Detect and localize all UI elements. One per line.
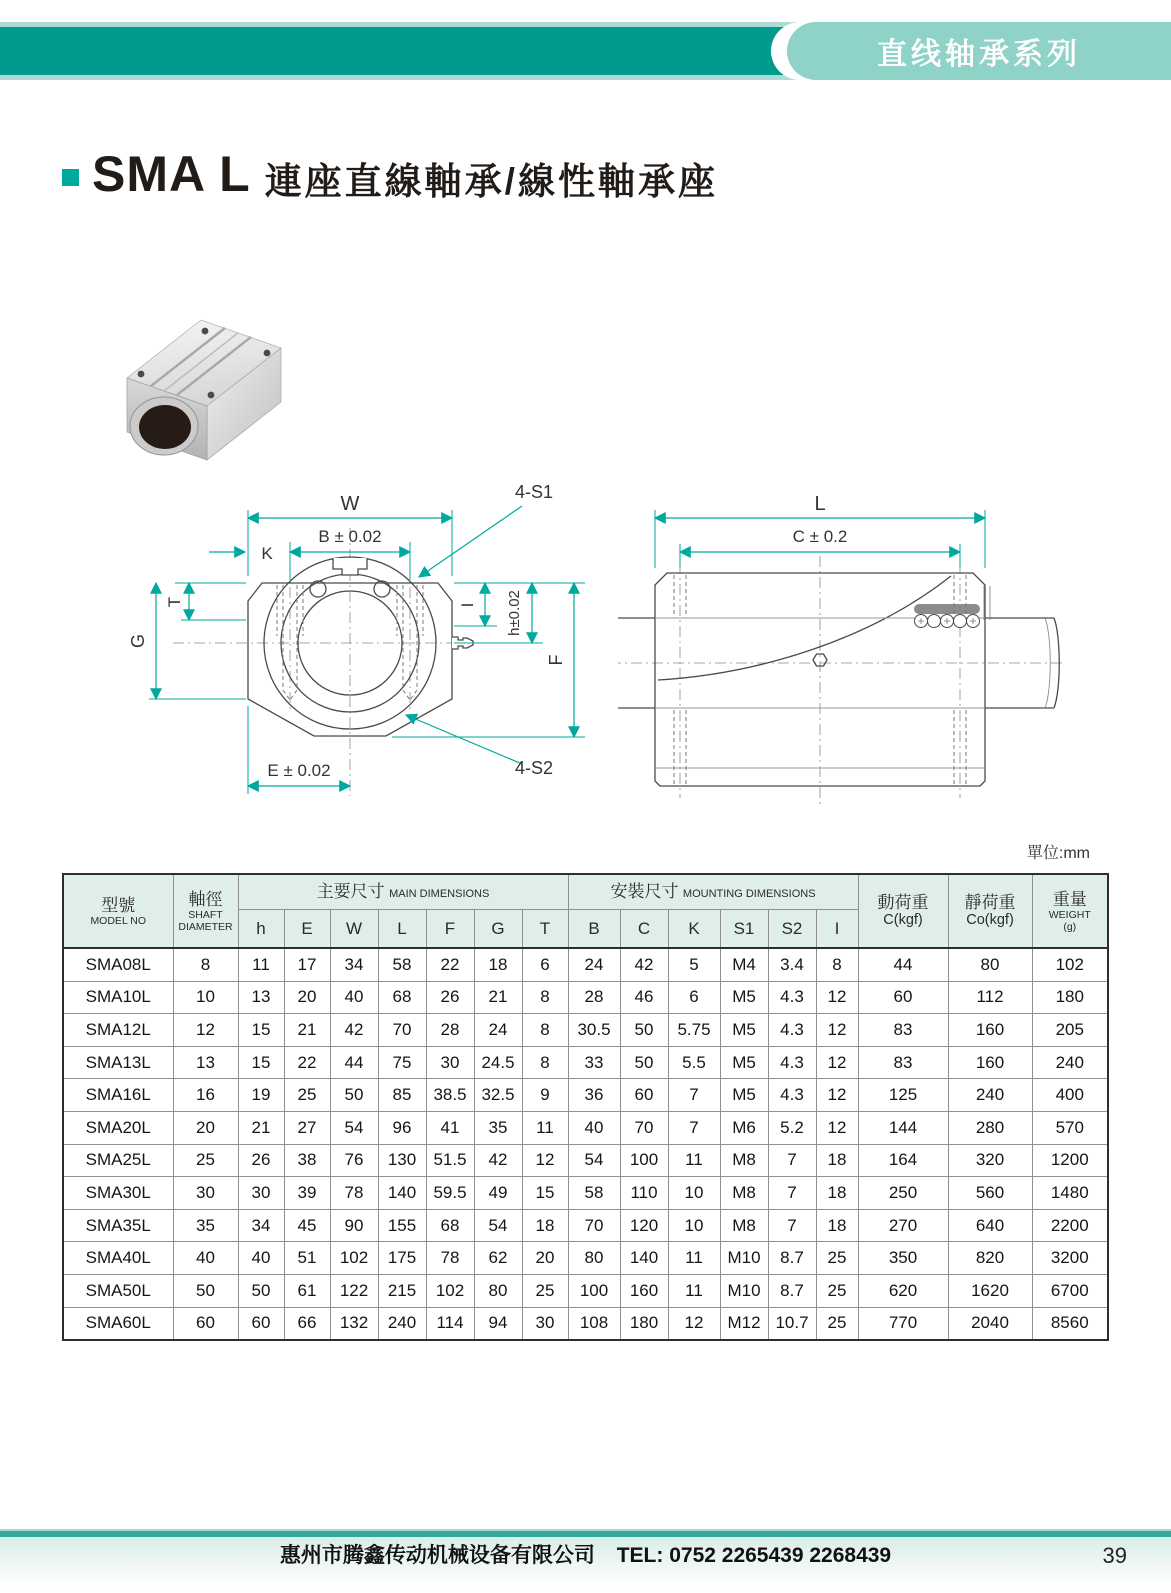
value-cell: 13	[238, 981, 284, 1014]
value-cell: 35	[173, 1209, 238, 1242]
value-cell: 2200	[1032, 1209, 1108, 1242]
value-cell: 44	[858, 948, 948, 981]
value-cell: 28	[426, 1014, 474, 1047]
value-cell: 60	[858, 981, 948, 1014]
value-cell: 640	[948, 1209, 1032, 1242]
value-cell: 140	[620, 1242, 668, 1275]
dim-label-4s2: 4-S2	[514, 758, 554, 778]
value-cell: 320	[948, 1144, 1032, 1177]
value-cell: 38.5	[426, 1079, 474, 1112]
value-cell: 24.5	[474, 1046, 522, 1079]
dim-label-c: C ± 0.2	[792, 527, 848, 546]
spec-table-body	[63, 948, 1108, 1340]
dim-col-header: B	[568, 910, 620, 949]
value-cell: 20	[284, 981, 330, 1014]
value-cell: 54	[568, 1144, 620, 1177]
value-cell: 22	[284, 1046, 330, 1079]
value-cell: 25	[284, 1079, 330, 1112]
value-cell: 1200	[1032, 1144, 1108, 1177]
value-cell: 66	[284, 1307, 330, 1340]
value-cell: 54	[474, 1209, 522, 1242]
value-cell: 60	[620, 1079, 668, 1112]
value-cell: 58	[378, 948, 426, 981]
value-cell: 44	[330, 1046, 378, 1079]
table-row	[63, 1144, 1108, 1177]
value-cell: 32.5	[474, 1079, 522, 1112]
value-cell: 80	[474, 1274, 522, 1307]
value-cell: 76	[330, 1144, 378, 1177]
value-cell: 70	[378, 1014, 426, 1047]
value-cell: 8	[522, 1046, 568, 1079]
series-tab	[787, 22, 1171, 80]
value-cell: 620	[858, 1274, 948, 1307]
value-cell: 102	[1032, 948, 1108, 981]
value-cell: 33	[568, 1046, 620, 1079]
value-cell: 68	[378, 981, 426, 1014]
col-header-shaft: 軸徑 SHAFT DIAMETER	[173, 874, 238, 948]
value-cell: 8560	[1032, 1307, 1108, 1340]
model-cell: SMA08L	[63, 948, 173, 981]
value-cell: 5.2	[768, 1111, 816, 1144]
value-cell: 5.75	[668, 1014, 720, 1047]
value-cell: 102	[330, 1242, 378, 1275]
value-cell: M5	[720, 1079, 768, 1112]
value-cell: 155	[378, 1209, 426, 1242]
footer-telephone: TEL: 0752 2265439 2268439	[616, 1544, 892, 1567]
value-cell: M5	[720, 1046, 768, 1079]
table-row	[63, 1177, 1108, 1210]
dim-col-header: W	[330, 910, 378, 949]
value-cell: 60	[173, 1307, 238, 1340]
value-cell: 21	[238, 1111, 284, 1144]
value-cell: 60	[238, 1307, 284, 1340]
value-cell: M10	[720, 1274, 768, 1307]
value-cell: 85	[378, 1079, 426, 1112]
value-cell: 22	[426, 948, 474, 981]
value-cell: 122	[330, 1274, 378, 1307]
value-cell: 8	[173, 948, 238, 981]
value-cell: 7	[768, 1144, 816, 1177]
value-cell: 25	[816, 1274, 858, 1307]
footer-company: 惠州市腾鑫传动机械设备有限公司	[279, 1544, 595, 1567]
value-cell: 90	[330, 1209, 378, 1242]
dim-label-4s1: 4-S1	[514, 482, 554, 502]
value-cell: 400	[1032, 1079, 1108, 1112]
value-cell: 240	[1032, 1046, 1108, 1079]
value-cell: 132	[330, 1307, 378, 1340]
value-cell: 21	[284, 1014, 330, 1047]
spec-table	[62, 873, 1109, 1341]
product-photo	[113, 290, 293, 462]
value-cell: 30.5	[568, 1014, 620, 1047]
table-row	[63, 1046, 1108, 1079]
value-cell: M8	[720, 1144, 768, 1177]
value-cell: 46	[620, 981, 668, 1014]
value-cell: 51	[284, 1242, 330, 1275]
model-cell: SMA60L	[63, 1307, 173, 1340]
value-cell: 144	[858, 1111, 948, 1144]
value-cell: 6	[522, 948, 568, 981]
dim-label-b: B ± 0.02	[318, 527, 382, 546]
value-cell: 160	[948, 1014, 1032, 1047]
value-cell: 8.7	[768, 1274, 816, 1307]
value-cell: 1480	[1032, 1177, 1108, 1210]
value-cell: 70	[620, 1111, 668, 1144]
value-cell: 19	[238, 1079, 284, 1112]
value-cell: M8	[720, 1209, 768, 1242]
table-row	[63, 1274, 1108, 1307]
value-cell: 10.7	[768, 1307, 816, 1340]
dim-label-k: K	[261, 544, 273, 563]
page-number: 39	[1102, 1543, 1127, 1568]
dim-col-header: L	[378, 910, 426, 949]
value-cell: 10	[668, 1177, 720, 1210]
value-cell: 100	[568, 1274, 620, 1307]
table-row	[63, 948, 1108, 981]
col-header-model: 型號 MODEL NO	[63, 874, 173, 948]
dim-col-header: F	[426, 910, 474, 949]
value-cell: 40	[330, 981, 378, 1014]
value-cell: 50	[238, 1274, 284, 1307]
value-cell: 50	[330, 1079, 378, 1112]
value-cell: 42	[620, 948, 668, 981]
value-cell: 820	[948, 1242, 1032, 1275]
table-row	[63, 1209, 1108, 1242]
value-cell: 61	[284, 1274, 330, 1307]
front-view-drawing	[85, 468, 615, 813]
value-cell: 62	[474, 1242, 522, 1275]
value-cell: 7	[768, 1177, 816, 1210]
value-cell: 215	[378, 1274, 426, 1307]
col-header-dynamic-load: 動荷重 C(kgf)	[858, 874, 948, 948]
value-cell: 12	[668, 1307, 720, 1340]
value-cell: 8.7	[768, 1242, 816, 1275]
value-cell: 12	[816, 1079, 858, 1112]
value-cell: M5	[720, 981, 768, 1014]
side-view-drawing	[618, 468, 1098, 813]
value-cell: 12	[816, 981, 858, 1014]
value-cell: M10	[720, 1242, 768, 1275]
value-cell: 40	[173, 1242, 238, 1275]
value-cell: 27	[284, 1111, 330, 1144]
value-cell: 3200	[1032, 1242, 1108, 1275]
dim-label-t: T	[165, 596, 184, 608]
value-cell: 280	[948, 1111, 1032, 1144]
value-cell: 4.3	[768, 1079, 816, 1112]
value-cell: 350	[858, 1242, 948, 1275]
value-cell: 21	[474, 981, 522, 1014]
value-cell: 30	[238, 1177, 284, 1210]
value-cell: M12	[720, 1307, 768, 1340]
footer-company-line	[0, 1539, 1171, 1569]
table-row	[63, 1079, 1108, 1112]
value-cell: 15	[238, 1046, 284, 1079]
dim-col-header: C	[620, 910, 668, 949]
dim-label-l: L	[814, 493, 826, 515]
value-cell: 25	[816, 1307, 858, 1340]
value-cell: 7	[668, 1111, 720, 1144]
value-cell: 11	[668, 1274, 720, 1307]
value-cell: 102	[426, 1274, 474, 1307]
value-cell: 78	[330, 1177, 378, 1210]
value-cell: 54	[330, 1111, 378, 1144]
value-cell: 110	[620, 1177, 668, 1210]
value-cell: 26	[238, 1144, 284, 1177]
dim-col-header: E	[284, 910, 330, 949]
col-header-static-load: 靜荷重 Co(kgf)	[948, 874, 1032, 948]
model-cell: SMA25L	[63, 1144, 173, 1177]
value-cell: 17	[284, 948, 330, 981]
value-cell: 5	[668, 948, 720, 981]
value-cell: 78	[426, 1242, 474, 1275]
model-cell: SMA30L	[63, 1177, 173, 1210]
value-cell: 20	[173, 1111, 238, 1144]
value-cell: 18	[474, 948, 522, 981]
dim-label-g: G	[128, 633, 148, 649]
value-cell: 94	[474, 1307, 522, 1340]
group-header-main-dimensions: 主要尺寸 MAIN DIMENSIONS	[238, 874, 568, 910]
value-cell: 58	[568, 1177, 620, 1210]
value-cell: 42	[474, 1144, 522, 1177]
value-cell: 45	[284, 1209, 330, 1242]
value-cell: 18	[816, 1144, 858, 1177]
value-cell: 5.5	[668, 1046, 720, 1079]
value-cell: 560	[948, 1177, 1032, 1210]
value-cell: 12	[816, 1014, 858, 1047]
value-cell: 26	[426, 981, 474, 1014]
value-cell: 108	[568, 1307, 620, 1340]
value-cell: 36	[568, 1079, 620, 1112]
title-model: SMA L	[92, 146, 251, 202]
value-cell: 83	[858, 1014, 948, 1047]
dim-label-f: F	[546, 654, 566, 666]
value-cell: 30	[173, 1177, 238, 1210]
model-cell: SMA13L	[63, 1046, 173, 1079]
value-cell: 18	[816, 1177, 858, 1210]
value-cell: M4	[720, 948, 768, 981]
table-row	[63, 1242, 1108, 1275]
value-cell: 140	[378, 1177, 426, 1210]
value-cell: 41	[426, 1111, 474, 1144]
value-cell: 51.5	[426, 1144, 474, 1177]
value-cell: 18	[816, 1209, 858, 1242]
value-cell: 34	[330, 948, 378, 981]
table-header	[63, 874, 1108, 948]
value-cell: 16	[173, 1079, 238, 1112]
value-cell: 250	[858, 1177, 948, 1210]
value-cell: M5	[720, 1014, 768, 1047]
table-row	[63, 981, 1108, 1014]
value-cell: 24	[474, 1014, 522, 1047]
value-cell: 114	[426, 1307, 474, 1340]
value-cell: 770	[858, 1307, 948, 1340]
value-cell: 3.4	[768, 948, 816, 981]
value-cell: 80	[568, 1242, 620, 1275]
value-cell: 15	[238, 1014, 284, 1047]
value-cell: 50	[620, 1046, 668, 1079]
value-cell: 30	[522, 1307, 568, 1340]
value-cell: 100	[620, 1144, 668, 1177]
unit-note: 單位:mm	[1026, 845, 1090, 862]
value-cell: 35	[474, 1111, 522, 1144]
value-cell: 15	[522, 1177, 568, 1210]
value-cell: 1620	[948, 1274, 1032, 1307]
value-cell: 160	[620, 1274, 668, 1307]
col-header-weight: 重量 WEIGHT (g)	[1032, 874, 1108, 948]
value-cell: 50	[620, 1014, 668, 1047]
model-cell: SMA10L	[63, 981, 173, 1014]
value-cell: 25	[816, 1242, 858, 1275]
value-cell: 7	[768, 1209, 816, 1242]
model-cell: SMA35L	[63, 1209, 173, 1242]
value-cell: 10	[668, 1209, 720, 1242]
dim-col-header: T	[522, 910, 568, 949]
value-cell: 13	[173, 1046, 238, 1079]
series-tab-label: 直线轴承系列	[877, 38, 1081, 71]
value-cell: 39	[284, 1177, 330, 1210]
value-cell: 4.3	[768, 981, 816, 1014]
value-cell: 160	[948, 1046, 1032, 1079]
value-cell: 120	[620, 1209, 668, 1242]
value-cell: 40	[568, 1111, 620, 1144]
table-row	[63, 1307, 1108, 1340]
table-row	[63, 1111, 1108, 1144]
title-description: 連座直線軸承/線性軸承座	[264, 161, 718, 202]
value-cell: 96	[378, 1111, 426, 1144]
value-cell: 4.3	[768, 1014, 816, 1047]
value-cell: 68	[426, 1209, 474, 1242]
value-cell: 240	[378, 1307, 426, 1340]
value-cell: 18	[522, 1209, 568, 1242]
dim-label-e: E ± 0.02	[267, 761, 331, 780]
value-cell: 180	[1032, 981, 1108, 1014]
dim-label-i: I	[458, 602, 477, 608]
value-cell: 24	[568, 948, 620, 981]
value-cell: 11	[668, 1242, 720, 1275]
value-cell: 49	[474, 1177, 522, 1210]
value-cell: 8	[522, 1014, 568, 1047]
model-cell: SMA16L	[63, 1079, 173, 1112]
dim-col-header: S1	[720, 910, 768, 949]
value-cell: 30	[426, 1046, 474, 1079]
table-row	[63, 1014, 1108, 1047]
dim-col-header: S2	[768, 910, 816, 949]
value-cell: 80	[948, 948, 1032, 981]
value-cell: 570	[1032, 1111, 1108, 1144]
value-cell: 130	[378, 1144, 426, 1177]
value-cell: 112	[948, 981, 1032, 1014]
value-cell: 270	[858, 1209, 948, 1242]
value-cell: 6700	[1032, 1274, 1108, 1307]
value-cell: 11	[668, 1144, 720, 1177]
value-cell: 83	[858, 1046, 948, 1079]
dim-col-header: I	[816, 910, 858, 949]
model-cell: SMA40L	[63, 1242, 173, 1275]
value-cell: 40	[238, 1242, 284, 1275]
value-cell: 180	[620, 1307, 668, 1340]
group-header-mounting-dimensions: 安裝尺寸 MOUNTING DIMENSIONS	[568, 874, 858, 910]
value-cell: 59.5	[426, 1177, 474, 1210]
value-cell: 164	[858, 1144, 948, 1177]
value-cell: 12	[522, 1144, 568, 1177]
value-cell: 6	[668, 981, 720, 1014]
value-cell: 8	[522, 981, 568, 1014]
value-cell: 12	[816, 1046, 858, 1079]
value-cell: 11	[522, 1111, 568, 1144]
page-title	[62, 143, 718, 205]
value-cell: 4.3	[768, 1046, 816, 1079]
value-cell: 25	[522, 1274, 568, 1307]
dim-col-header: G	[474, 910, 522, 949]
dim-label-w: W	[340, 493, 360, 515]
value-cell: 38	[284, 1144, 330, 1177]
value-cell: 25	[173, 1144, 238, 1177]
value-cell: 50	[173, 1274, 238, 1307]
value-cell: 175	[378, 1242, 426, 1275]
value-cell: 12	[816, 1111, 858, 1144]
dim-label-h: h±0.02	[506, 590, 523, 636]
value-cell: M8	[720, 1177, 768, 1210]
value-cell: 205	[1032, 1014, 1108, 1047]
value-cell: M6	[720, 1111, 768, 1144]
value-cell: 8	[816, 948, 858, 981]
value-cell: 11	[238, 948, 284, 981]
value-cell: 125	[858, 1079, 948, 1112]
model-cell: SMA12L	[63, 1014, 173, 1047]
value-cell: 10	[173, 981, 238, 1014]
value-cell: 42	[330, 1014, 378, 1047]
value-cell: 75	[378, 1046, 426, 1079]
value-cell: 7	[668, 1079, 720, 1112]
value-cell: 28	[568, 981, 620, 1014]
header-row-groups	[63, 874, 1108, 910]
model-cell: SMA20L	[63, 1111, 173, 1144]
dim-col-header: h	[238, 910, 284, 949]
value-cell: 240	[948, 1079, 1032, 1112]
title-bullet-icon	[62, 169, 79, 186]
value-cell: 2040	[948, 1307, 1032, 1340]
value-cell: 70	[568, 1209, 620, 1242]
value-cell: 20	[522, 1242, 568, 1275]
value-cell: 34	[238, 1209, 284, 1242]
dim-col-header: K	[668, 910, 720, 949]
value-cell: 9	[522, 1079, 568, 1112]
value-cell: 12	[173, 1014, 238, 1047]
model-cell: SMA50L	[63, 1274, 173, 1307]
